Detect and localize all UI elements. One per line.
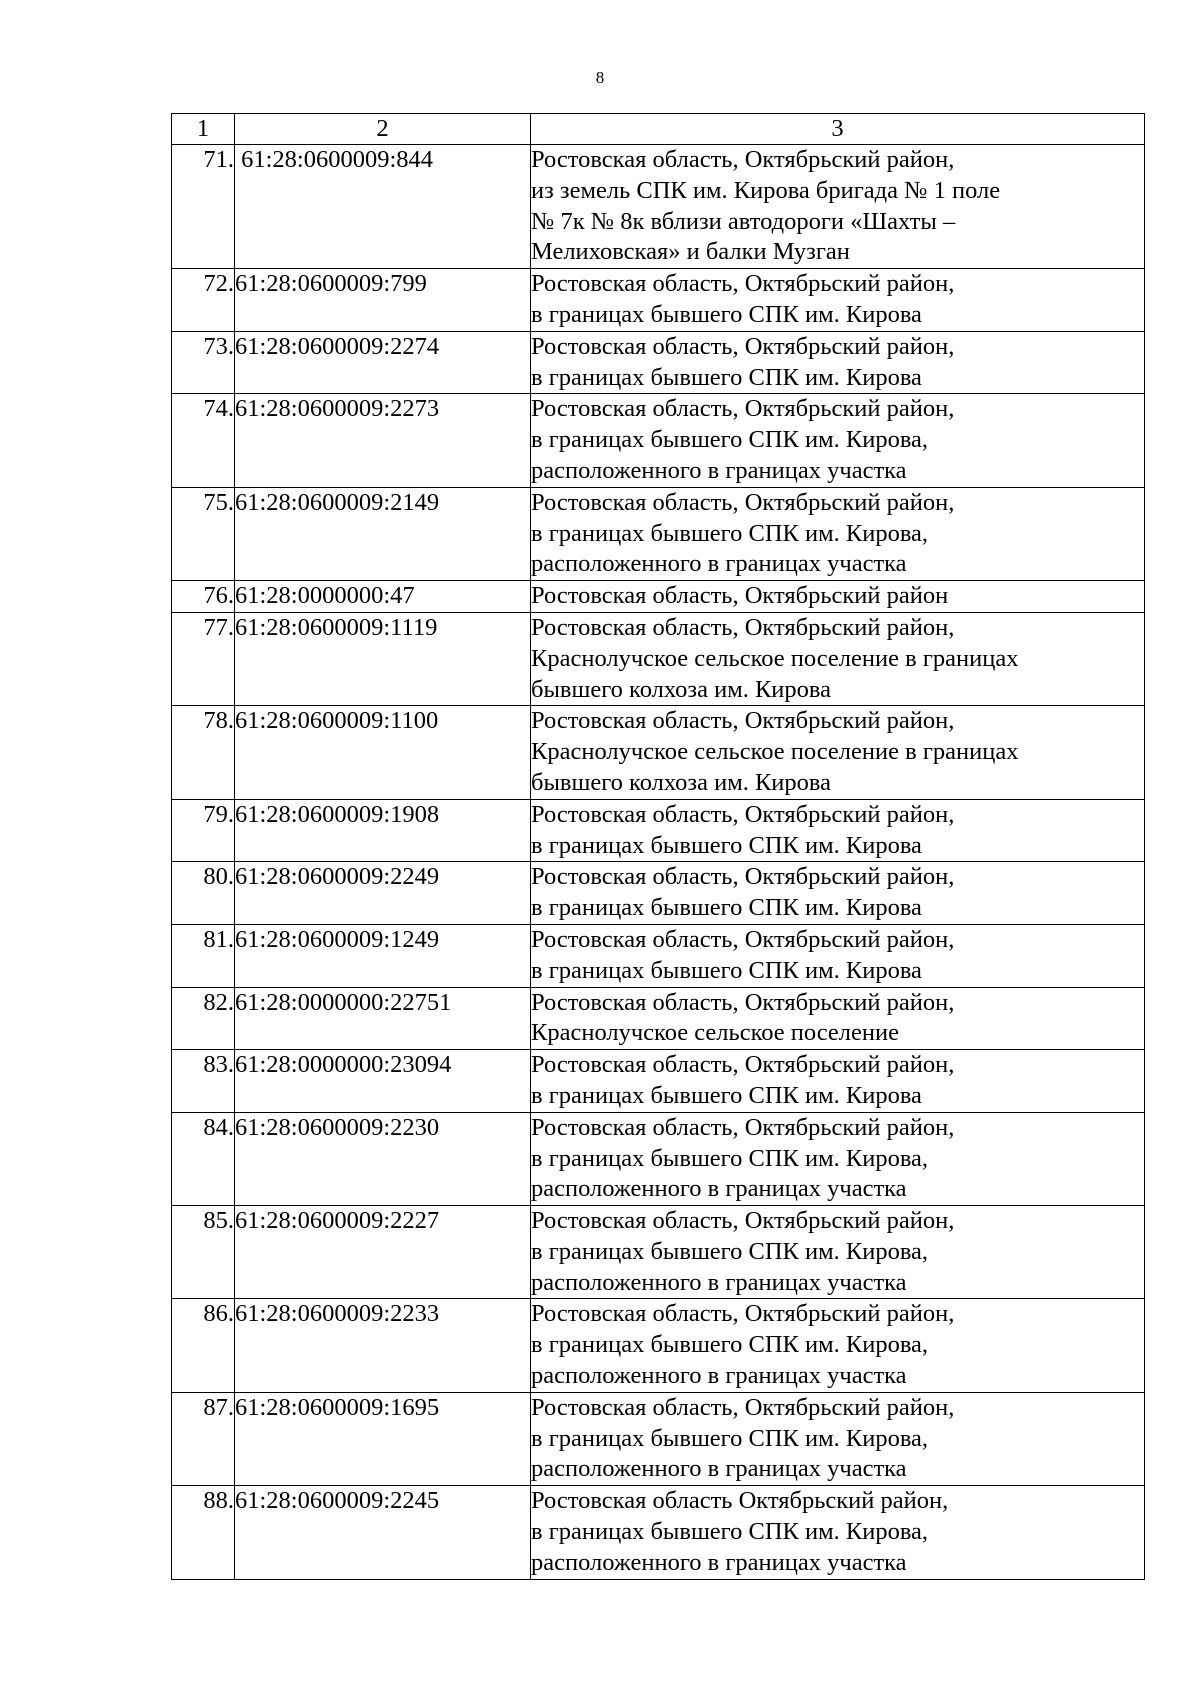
address-line: в границах бывшего СПК им. Кирова	[531, 831, 922, 859]
table-row	[172, 1206, 1145, 1299]
address-line: Мелиховская» и балки Музган	[531, 238, 850, 266]
address-line: расположенного в границах участка	[531, 1455, 907, 1483]
address-cell	[531, 487, 1145, 580]
address-line: № 7к № 8к вблизи автодороги «Шахты –	[531, 207, 956, 235]
table-row	[172, 581, 1145, 613]
address-line: Ростовская область, Октябрьский район,	[531, 613, 955, 641]
address-line: Ростовская область, Октябрьский район,	[531, 800, 955, 828]
cadastral-number: 61:28:0600009:799	[235, 269, 531, 332]
row-number: 85.	[172, 1206, 235, 1299]
cadastral-number: 61:28:0600009:2230	[235, 1112, 531, 1205]
address-cell	[531, 612, 1145, 705]
address-line: Ростовская область, Октябрьский район,	[531, 395, 955, 423]
cadastral-number: 61:28:0600009:844	[235, 145, 531, 269]
address-line: бывшего колхоза им. Кирова	[531, 675, 832, 703]
column-header-2: 2	[235, 114, 531, 145]
cadastral-number: 61:28:0000000:22751	[235, 987, 531, 1050]
address-line: Ростовская область, Октябрьский район,	[531, 1113, 955, 1141]
address-line: Ростовская область, Октябрьский район,	[531, 988, 955, 1016]
cadastral-number: 61:28:0600009:1249	[235, 924, 531, 987]
table-row	[172, 987, 1145, 1050]
table-row	[172, 1299, 1145, 1392]
address-line: Ростовская область, Октябрьский район,	[531, 925, 955, 953]
table-row	[172, 924, 1145, 987]
header-row	[172, 114, 1145, 145]
table-row	[172, 145, 1145, 269]
row-number: 74.	[172, 394, 235, 487]
row-number: 83.	[172, 1050, 235, 1113]
address-line: в границах бывшего СПК им. Кирова,	[531, 519, 929, 547]
address-cell	[531, 706, 1145, 799]
address-line: Ростовская область, Октябрьский район,	[531, 146, 955, 173]
address-line: в границах бывшего СПК им. Кирова	[531, 1081, 922, 1109]
table-row	[172, 269, 1145, 332]
row-number: 75.	[172, 487, 235, 580]
cadastral-number: 61:28:0600009:2227	[235, 1206, 531, 1299]
cadastral-number: 61:28:0600009:2233	[235, 1299, 531, 1392]
address-cell	[531, 581, 1145, 613]
table-row	[172, 612, 1145, 705]
table-row	[172, 1392, 1145, 1485]
row-number: 72.	[172, 269, 235, 332]
table-row	[172, 706, 1145, 799]
address-line: Ростовская область, Октябрьский район,	[531, 707, 955, 735]
address-cell	[531, 862, 1145, 925]
table-row	[172, 1112, 1145, 1205]
address-cell	[531, 1112, 1145, 1205]
cadastral-number: 61:28:0000000:47	[235, 581, 531, 613]
address-cell	[531, 799, 1145, 862]
cadastral-number: 61:28:0000000:23094	[235, 1050, 531, 1113]
address-line: бывшего колхоза им. Кирова	[531, 768, 832, 796]
address-line: расположенного в границах участка	[531, 550, 907, 578]
row-number: 82.	[172, 987, 235, 1050]
address-line: расположенного в границах участка	[531, 1268, 907, 1296]
cadastral-number: 61:28:0600009:2245	[235, 1486, 531, 1579]
address-cell	[531, 1486, 1145, 1579]
address-line: из земель СПК им. Кирова бригада № 1 поле	[531, 176, 1001, 204]
row-number: 87.	[172, 1392, 235, 1485]
row-number: 79.	[172, 799, 235, 862]
cadastral-number: 61:28:0600009:1119	[235, 612, 531, 705]
address-line: Краснолучское сельское поселение	[531, 1019, 900, 1047]
address-line: Ростовская область, Октябрьский район	[531, 582, 949, 610]
address-line: расположенного в границах участка	[531, 1362, 907, 1390]
cadastral-number: 61:28:0600009:2274	[235, 331, 531, 394]
address-line: расположенного в границах участка	[531, 456, 907, 484]
address-line: Ростовская область, Октябрьский район,	[531, 863, 955, 891]
address-cell	[531, 1392, 1145, 1485]
table-header	[172, 114, 1145, 145]
address-line: Краснолучское сельское поселение в границах	[531, 644, 1019, 672]
address-line: Ростовская область Октябрьский район,	[531, 1487, 949, 1515]
cadastral-number: 61:28:0600009:1908	[235, 799, 531, 862]
address-line: Ростовская область, Октябрьский район,	[531, 1207, 955, 1235]
address-cell	[531, 1206, 1145, 1299]
table-row	[172, 1486, 1145, 1579]
row-number: 84.	[172, 1112, 235, 1205]
address-cell	[531, 1050, 1145, 1113]
cadastral-number: 61:28:0600009:2149	[235, 487, 531, 580]
address-line: расположенного в границах участка	[531, 1175, 907, 1203]
column-header-3: 3	[531, 114, 1145, 145]
address-line: в границах бывшего СПК им. Кирова,	[531, 1424, 929, 1452]
address-cell	[531, 331, 1145, 394]
column-header-1: 1	[172, 114, 235, 145]
address-line: в границах бывшего СПК им. Кирова,	[531, 1237, 929, 1265]
row-number: 78.	[172, 706, 235, 799]
row-number: 80.	[172, 862, 235, 925]
row-number: 81.	[172, 924, 235, 987]
address-line: Ростовская область, Октябрьский район,	[531, 1300, 955, 1328]
table-row	[172, 799, 1145, 862]
address-cell	[531, 145, 1145, 269]
row-number: 77.	[172, 612, 235, 705]
address-line: в границах бывшего СПК им. Кирова,	[531, 1331, 929, 1359]
row-number: 71.	[172, 145, 235, 269]
cadastral-number: 61:28:0600009:2249	[235, 862, 531, 925]
table-row	[172, 394, 1145, 487]
address-cell	[531, 1299, 1145, 1392]
address-line: Ростовская область, Октябрьский район,	[531, 270, 955, 298]
address-line: в границах бывшего СПК им. Кирова,	[531, 1518, 929, 1546]
table-row	[172, 331, 1145, 394]
address-line: Ростовская область, Октябрьский район,	[531, 1393, 955, 1421]
address-line: Ростовская область, Октябрьский район,	[531, 488, 955, 516]
cadastral-number: 61:28:0600009:1695	[235, 1392, 531, 1485]
address-cell	[531, 394, 1145, 487]
address-cell	[531, 269, 1145, 332]
table-body	[172, 145, 1145, 1580]
cadastral-number: 61:28:0600009:2273	[235, 394, 531, 487]
table-row	[172, 487, 1145, 580]
address-line: расположенного в границах участка	[531, 1548, 907, 1576]
address-line: в границах бывшего СПК им. Кирова,	[531, 426, 929, 454]
address-line: в границах бывшего СПК им. Кирова	[531, 300, 922, 328]
address-line: в границах бывшего СПК им. Кирова	[531, 363, 922, 391]
address-line: Краснолучское сельское поселение в границах	[531, 738, 1019, 766]
page-number: 8	[595, 68, 605, 87]
row-number: 86.	[172, 1299, 235, 1392]
row-number: 73.	[172, 331, 235, 394]
table-row	[172, 1050, 1145, 1113]
cadastral-number: 61:28:0600009:1100	[235, 706, 531, 799]
row-number: 76.	[172, 581, 235, 613]
table-row	[172, 862, 1145, 925]
address-cell	[531, 924, 1145, 987]
address-cell	[531, 987, 1145, 1050]
address-line: Ростовская область, Октябрьский район,	[531, 332, 955, 360]
address-line: в границах бывшего СПК им. Кирова	[531, 894, 922, 922]
address-line: в границах бывшего СПК им. Кирова	[531, 956, 922, 984]
land-plot-table	[171, 113, 1145, 1580]
row-number: 88.	[172, 1486, 235, 1579]
address-line: в границах бывшего СПК им. Кирова,	[531, 1144, 929, 1172]
address-line: Ростовская область, Октябрьский район,	[531, 1051, 955, 1079]
